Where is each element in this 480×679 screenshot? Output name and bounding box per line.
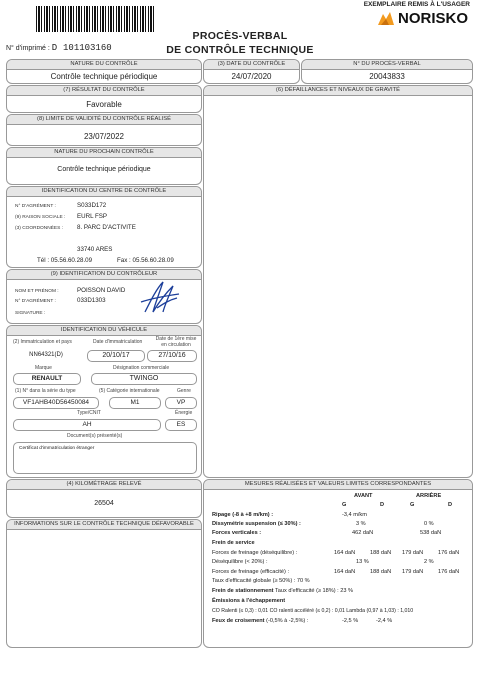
deseq-arriere-g: 179 daN [402, 550, 424, 556]
centre-tel-value: 05.56.60.28.09 [50, 257, 93, 264]
eff-avant-d: 188 daN [370, 569, 392, 575]
exemplaire-note: EXEMPLAIRE REMIS À L'USAGER [363, 1, 470, 8]
eff-arriere-g: 179 daN [402, 569, 424, 575]
print-number [6, 43, 112, 53]
signature-image [137, 278, 183, 318]
controleur-box [6, 269, 202, 324]
mesures-box [203, 479, 473, 648]
feux-label: Feux de croisement [212, 618, 265, 624]
marque-value: RENAULT [13, 373, 81, 385]
print-series: D [51, 43, 58, 53]
defects-label: (6) DÉFAILLANCES ET NIVEAUX DE GRAVITÉ [204, 86, 472, 96]
forces-vert-avant: 462 daN [352, 530, 374, 536]
type-value: AH [13, 419, 161, 431]
next-control-label: NATURE DU PROCHAIN CONTRÔLE [7, 148, 201, 158]
serie-value: VF1AHB40D56450084 [13, 397, 99, 409]
deseq-pct-avant: 13 % [356, 559, 369, 565]
eff-force-label: Forces de freinage (efficacité) : [212, 569, 290, 575]
centre-label: IDENTIFICATION DU CENTRE DE CONTRÔLE [7, 187, 201, 197]
designation-value: TWINGO [91, 373, 197, 385]
barcode [36, 6, 154, 32]
centre-address1: 8. PARC D'ACTIVITE [77, 224, 136, 231]
vehicule-label: IDENTIFICATION DU VÉHICULE [7, 326, 201, 336]
avant-d-label: D [380, 502, 385, 508]
date-immat-label: Date d'immatriculation [93, 339, 143, 345]
genre-label: Genre [177, 388, 191, 394]
taux-global: Taux d'efficacité globale (≥ 50%) : 70 % [212, 578, 310, 584]
designation-label: Désignation commerciale [113, 365, 170, 371]
dissym-label: Dissymétrie suspension (≤ 30%) : [212, 521, 301, 527]
date-immat-value: 20/10/17 [87, 350, 145, 362]
categorie-value: M1 [109, 397, 161, 409]
result-label: (7) RÉSULTAT DU CONTRÔLE [7, 86, 201, 96]
next-control-box [6, 147, 202, 185]
avant-label: AVANT [354, 493, 373, 499]
feux [212, 618, 308, 624]
feux-range: (-0,5% à -2,5%) : [266, 618, 309, 624]
immat-value: NN64321(D) [29, 352, 63, 358]
pv-value: 20043833 [369, 72, 405, 81]
ripage-label: Ripage (-8 à +8 m/km) : [212, 512, 274, 518]
document-value: Certificat d'immatriculation étranger [19, 446, 95, 451]
centre-agrement-value: S033D172 [77, 202, 107, 209]
forces-vert-label: Forces verticales : [212, 530, 262, 536]
pv-label: N° DU PROCÈS-VERBAL [302, 60, 472, 70]
serie-label: (1) N° dans la série du type [15, 388, 76, 394]
categorie-label: (5) Catégorie internationale [99, 388, 160, 394]
centre-coord-label: (3) COORDONNÉES : [15, 226, 63, 231]
energie-value: ES [165, 419, 197, 431]
controleur-label: (9) IDENTIFICATION DU CONTRÔLEUR [7, 270, 201, 280]
immat-label: (2) Immatriculation et pays [13, 339, 72, 345]
deseq-avant-d: 188 daN [370, 550, 392, 556]
avant-g-label: G [342, 502, 347, 508]
next-control-value: Contrôle technique périodique [57, 166, 151, 173]
centre-tel [37, 257, 92, 264]
frein-service-label: Frein de service [212, 540, 255, 546]
centre-address2: 33740 ARES [77, 246, 113, 253]
date-circ-label: Date de 1ère mise en circulation [155, 336, 197, 348]
document-title-line2: DE CONTRÔLE TECHNIQUE [166, 44, 314, 56]
nature-box [6, 59, 202, 84]
dissym-arriere: 0 % [424, 521, 434, 527]
centre-tel-label: Tél : [37, 257, 50, 264]
centre-raison-label: (9) RAISON SOCIALE : [15, 215, 66, 220]
print-number-value: 101103160 [63, 43, 112, 53]
info-label: INFORMATIONS SUR LE CONTRÔLE TECHNIQUE DÉFAVORABLE [7, 520, 201, 530]
arriere-d-label: D [448, 502, 453, 508]
frein-stat-label: Frein de stationnement [212, 588, 274, 594]
frein-stat-value: Taux d'efficacité (≥ 18%) : 23 % [275, 588, 354, 594]
arriere-label: ARRIÈRE [416, 493, 442, 499]
document-title-line1: PROCÈS-VERBAL [192, 30, 288, 42]
validity-value: 23/07/2022 [83, 132, 125, 141]
vehicule-box [6, 325, 202, 478]
date-box [203, 59, 300, 84]
type-label: Type/CNIT [77, 410, 101, 416]
feux-d: -2,4 % [376, 618, 393, 624]
centre-agrement-label: N° D'AGRÉMENT : [15, 204, 56, 209]
arriere-g-label: G [410, 502, 415, 508]
result-value: Favorable [86, 100, 122, 109]
validity-label: (8) LIMITE DE VALIDITÉ DU CONTRÔLE RÉALISÉ [7, 115, 201, 125]
feux-g: -2,5 % [342, 618, 359, 624]
date-label: (3) DATE DU CONTRÔLE [204, 60, 299, 70]
controleur-agrement-label: N° D'AGRÉMENT : [15, 299, 56, 304]
deseq-force-label: Forces de freinage (déséquilibre) : [212, 550, 298, 556]
info-box [6, 519, 202, 648]
date-value: 24/07/2020 [231, 72, 272, 81]
km-label: (4) KILOMÉTRAGE RELEVÉ [7, 480, 201, 490]
result-box [6, 85, 202, 113]
forces-vert-arriere: 538 daN [420, 530, 442, 536]
emissions-label: Émissions à l'échappement [212, 598, 286, 604]
energie-label: Énergie [175, 410, 193, 416]
deseq-avant-g: 164 daN [334, 550, 356, 556]
defects-box [203, 85, 473, 478]
centre-fax [117, 257, 174, 264]
centre-raison-value: EURL FSP [77, 213, 108, 220]
date-circ-value: 27/10/16 [147, 350, 197, 362]
km-box [6, 479, 202, 518]
genre-value: VP [165, 397, 197, 409]
controleur-nom-value: POISSON DAVID [77, 287, 126, 294]
deseq-pct-arriere: 2 % [424, 559, 434, 565]
controleur-nom-label: NOM ET PRÉNOM : [15, 289, 59, 294]
centre-box [6, 186, 202, 268]
ripage-value: -3,4 m/km [342, 512, 367, 518]
eff-arriere-d: 176 daN [438, 569, 460, 575]
brand-name: NORISKO [397, 10, 468, 27]
nature-value: Contrôle technique périodique [50, 72, 158, 81]
mesures-label: MESURES RÉALISÉES ET VALEURS LIMITES CORRESPONDANTES [204, 480, 472, 490]
documents-box [13, 442, 197, 474]
centre-fax-value: 05.56.60.28.09 [132, 257, 174, 264]
validity-box [6, 114, 202, 146]
deseq-arriere-d: 176 daN [438, 550, 460, 556]
brand-logo [377, 10, 468, 27]
km-value: 26504 [94, 500, 114, 507]
norisko-bird-icon [377, 11, 395, 27]
co-line: CO Ralenti (≤ 0,3) : 0,01 CO ralenti accéléré (≤ 0,2) : 0,01 Lambda (0,97 à 1,03) : 1,010 [212, 608, 414, 614]
controleur-signature-label: SIGNATURE : [15, 311, 46, 316]
frein-stat [212, 588, 353, 594]
documents-label: Document(s) présenté(s) [67, 433, 123, 439]
nature-label: NATURE DU CONTRÔLE [7, 60, 201, 70]
dissym-avant: 3 % [356, 521, 366, 527]
eff-avant-g: 164 daN [334, 569, 356, 575]
centre-fax-label: Fax : [117, 257, 131, 264]
controleur-agrement-value: 033D1303 [77, 297, 106, 304]
pv-box [301, 59, 473, 84]
marque-label: Marque [35, 365, 52, 371]
print-number-label: N° d'imprimé : [6, 45, 50, 52]
deseq-label: Déséquilibre (< 20%) : [212, 559, 268, 565]
